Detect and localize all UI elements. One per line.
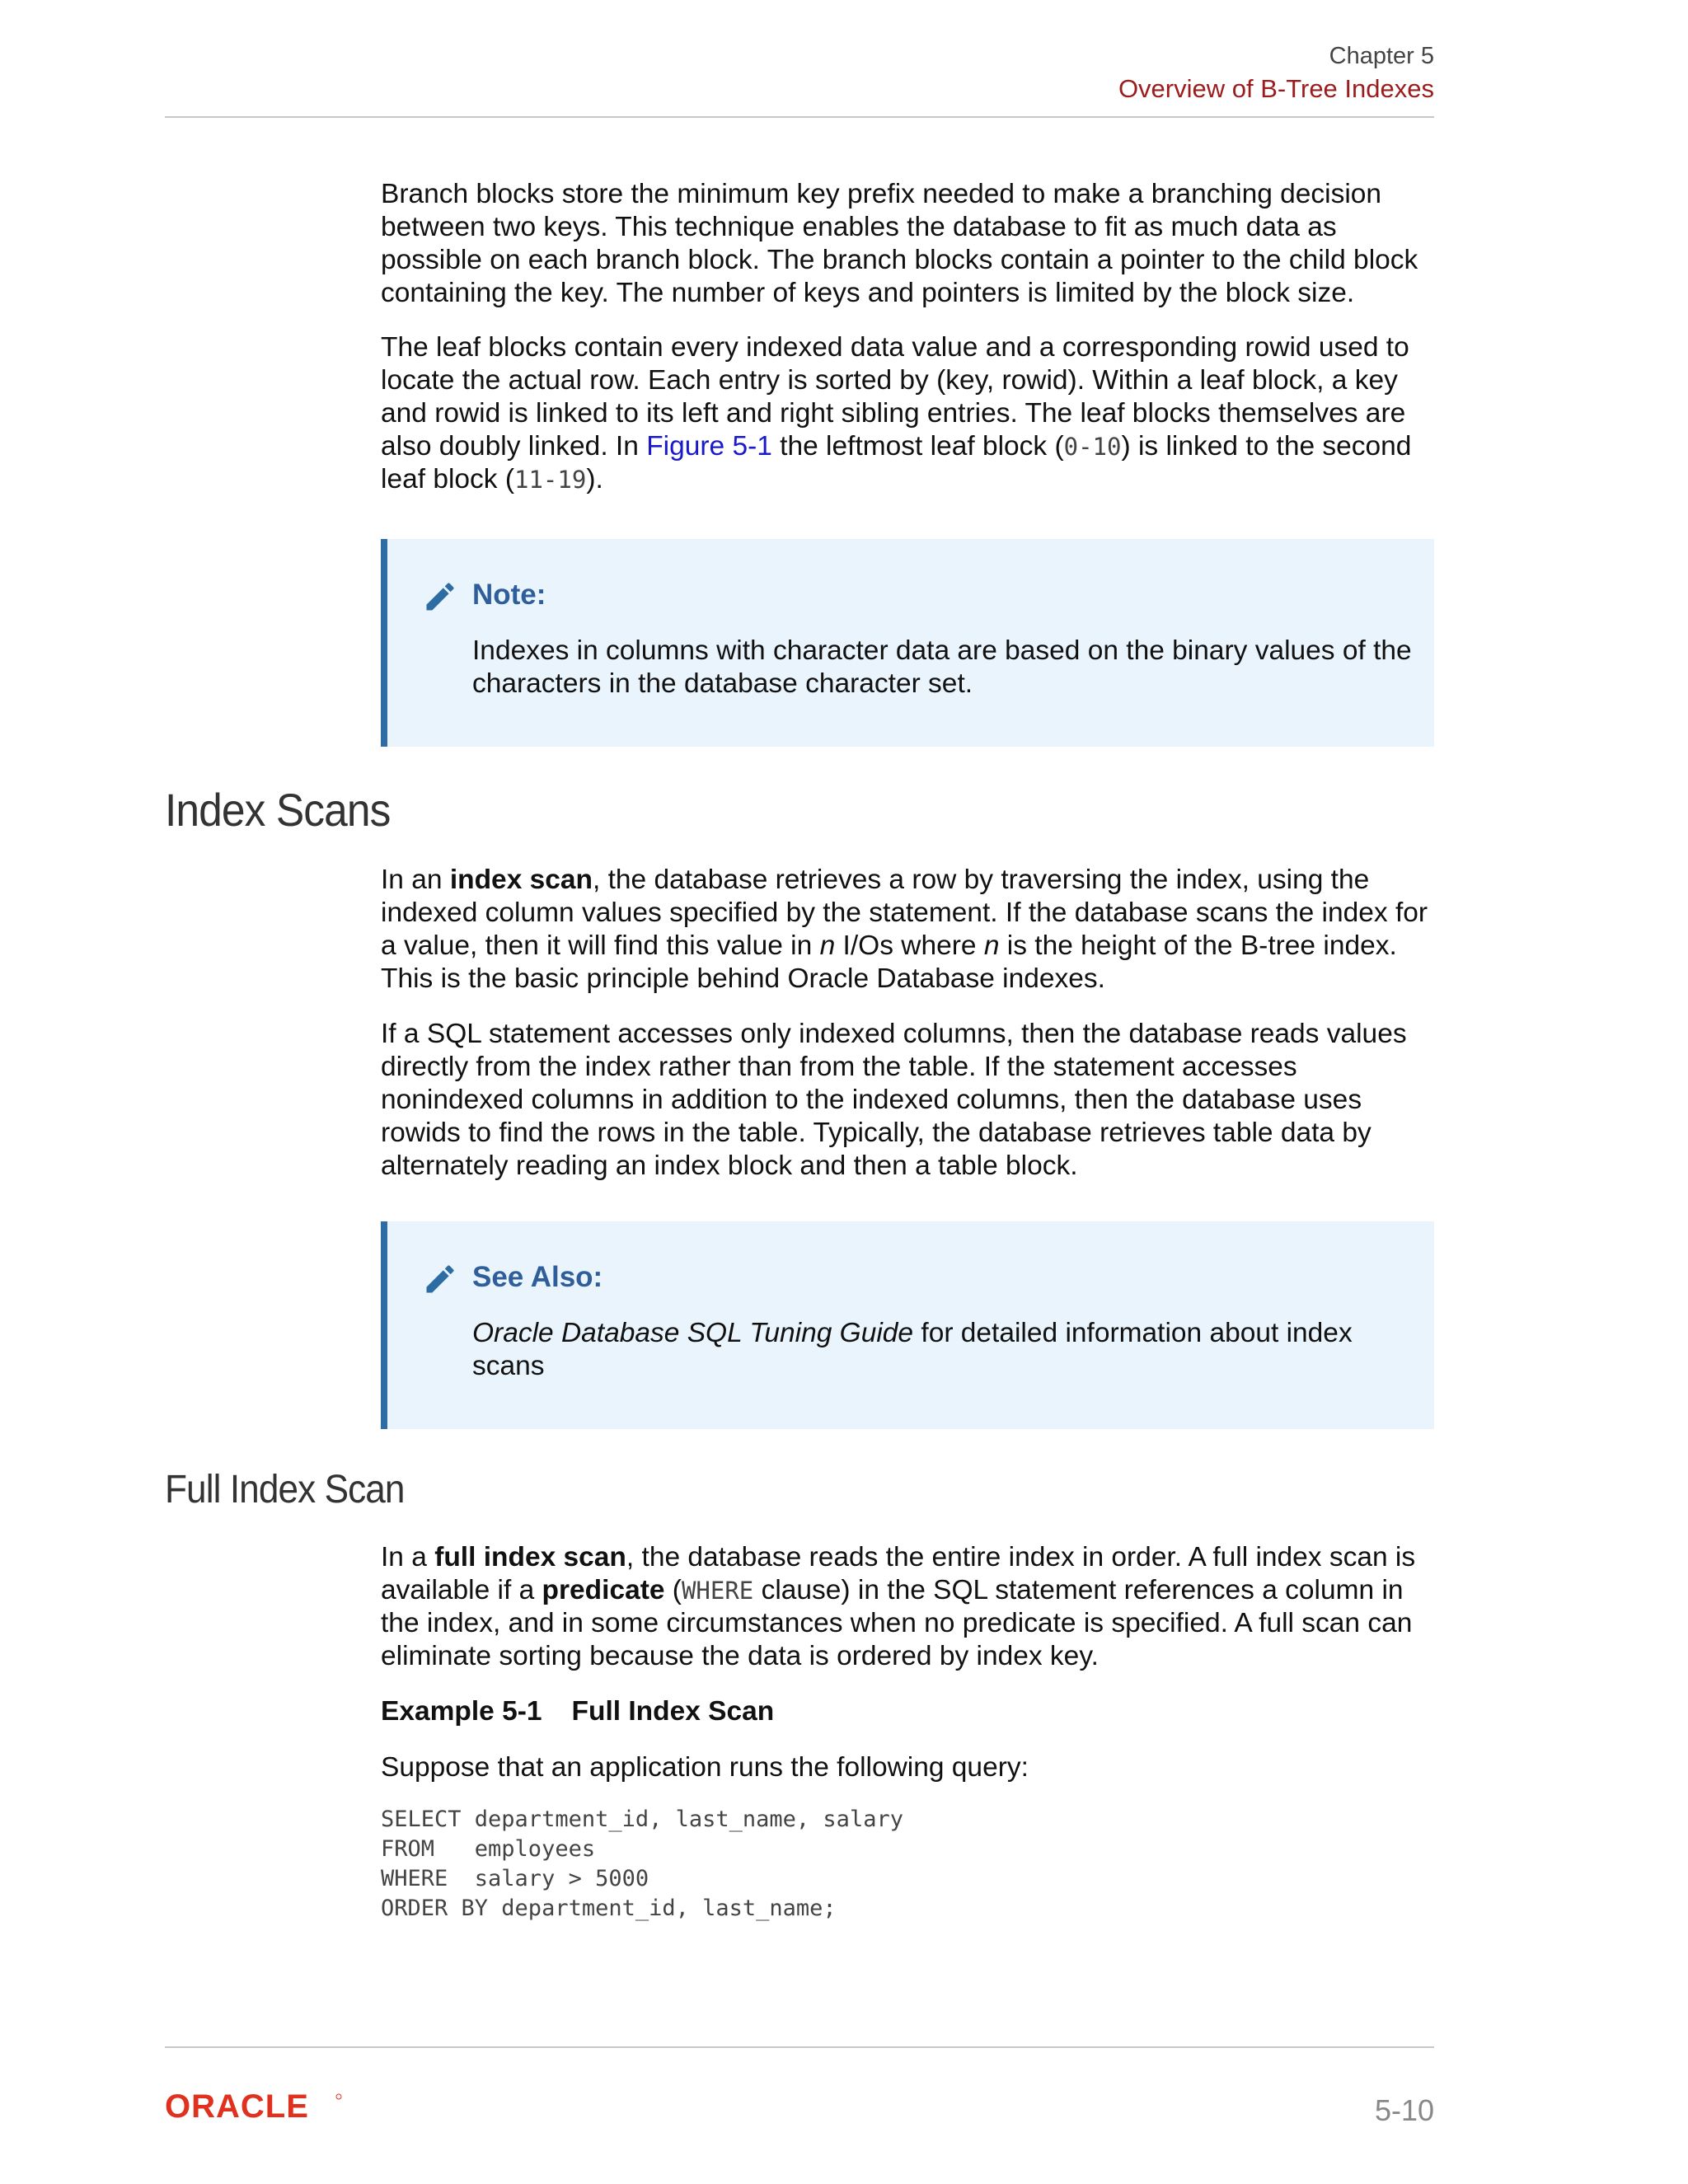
pencil-icon	[422, 579, 458, 615]
text: the leftmost leaf block (	[771, 431, 1064, 462]
text: I/Os where	[835, 930, 984, 961]
example-title: Full Index Scan	[571, 1696, 775, 1727]
note-title: Note:	[472, 579, 546, 611]
section-header-title: Overview of B-Tree Indexes	[1118, 74, 1434, 103]
paragraph-leaf-blocks	[381, 331, 1436, 496]
text: clause) in the SQL statement references a column in the index, and in some circumstances when no predicate is specified. A full scan can eliminate sorting because the data is ordered by index key.	[381, 1575, 1413, 1671]
chapter-label: Chapter 5	[1329, 43, 1434, 69]
pencil-icon	[422, 1261, 458, 1297]
note-body: Indexes in columns with character data are based on the binary values of the characters in the database character set.	[472, 635, 1412, 699]
see-also-body	[472, 1317, 1412, 1383]
text: , the database reads the entire index in order. A full index scan is available if a	[381, 1542, 1416, 1605]
example-caption	[381, 1696, 804, 1727]
example-label: Example 5-1	[381, 1696, 542, 1727]
text: In a	[381, 1542, 435, 1572]
registered-mark	[336, 2094, 341, 2099]
variable-n: n	[819, 930, 836, 961]
text: , the database retrieves a row by traversing the index, using the indexed column values specified by the statement. If the database scans the index for a value, then it will find this value in	[381, 865, 1428, 961]
paragraph-query-intro: Suppose that an application runs the following query:	[381, 1752, 1029, 1783]
code-inline: 0-10	[1063, 433, 1122, 461]
page-number: 5-10	[1374, 2093, 1434, 2127]
paragraph-indexed-columns: If a SQL statement accesses only indexed columns, then the database reads values directly from the index rather than from the table. If the statement accesses nonindexed columns in addition to the indexed columns, then the database uses rowids to find the rows in the table. Typically, the database retrieves table data by alternately reading an index block and then a table block.	[381, 1019, 1407, 1181]
text: (	[664, 1575, 682, 1605]
oracle-logo	[165, 2090, 346, 2123]
text: for detailed information about index scans	[472, 1318, 1353, 1381]
code-inline: 11-19	[514, 466, 587, 494]
variable-n: n	[983, 930, 1000, 961]
see-also-callout	[381, 1221, 1434, 1429]
oracle-logo-text: ORACLE	[165, 2090, 309, 2123]
sql-code-block: SELECT department_id, last_name, salary FROM employees WHERE salary > 5000 ORDER BY department_id, last_name;	[381, 1807, 903, 1921]
text: is the height of the B-tree index. This is the basic principle behind Oracle Database indexes.	[381, 930, 1397, 994]
text: In an	[381, 865, 450, 895]
text: The leaf blocks contain every indexed data value and a corresponding rowid used to locate the actual row. Each entry is sorted by (key, rowid). Within a leaf block, a key and rowid is linked to its left and right sibling entries. The leaf blocks themselves are also doubly linked. In	[381, 332, 1409, 462]
text: ) is linked to the second leaf block (	[381, 431, 1412, 494]
paragraph-branch-blocks: Branch blocks store the minimum key prefix needed to make a branching decision between two keys. This technique enables the database to fit as much data as possible on each branch block. The branch blocks contain a pointer to the child block containing the key. The number of keys and pointers is limited by the block size.	[381, 179, 1418, 308]
footer-divider	[165, 2046, 1434, 2048]
heading-index-scans: Index Scans	[165, 784, 391, 836]
paragraph-full-index-scan	[381, 1541, 1436, 1673]
term-full-index-scan: full index scan	[434, 1542, 626, 1572]
header-divider	[165, 116, 1434, 118]
note-callout	[381, 539, 1434, 747]
term-index-scan: index scan	[449, 865, 593, 895]
heading-full-index-scan: Full Index Scan	[165, 1468, 405, 1511]
term-predicate: predicate	[542, 1575, 665, 1605]
text: ).	[586, 464, 603, 494]
see-also-title: See Also:	[472, 1261, 603, 1293]
figure-link[interactable]: Figure 5-1	[646, 431, 772, 462]
code-inline: WHERE	[681, 1577, 754, 1605]
book-title: Oracle Database SQL Tuning Guide	[472, 1318, 914, 1348]
paragraph-index-scan	[381, 864, 1436, 996]
